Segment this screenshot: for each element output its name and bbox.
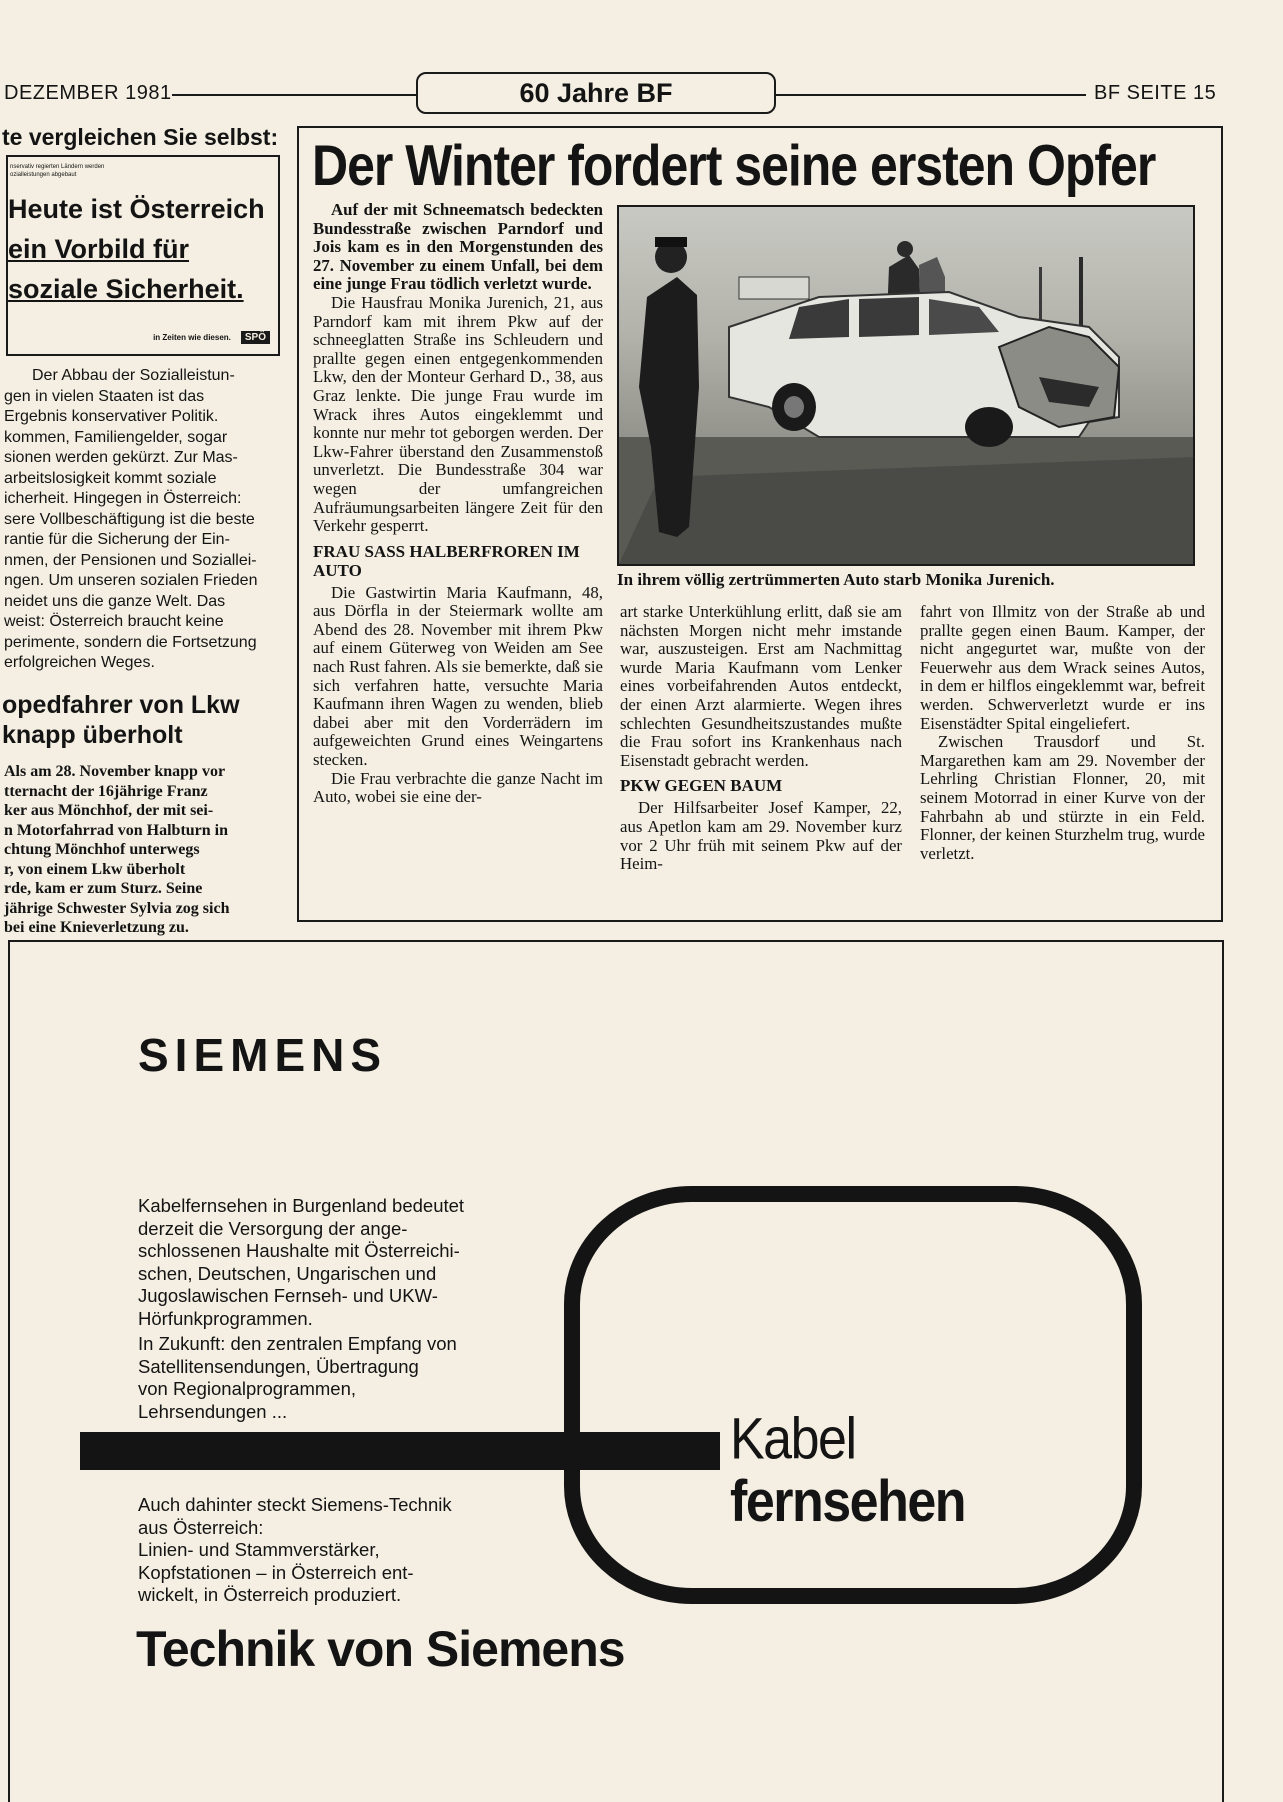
left-ad-heading: te vergleichen Sie selbst: <box>2 124 279 150</box>
article-paragraph: Der Hilfsarbeiter Josef Kamper, 22, aus Apetlon kam am 29. November kurz vor 2 Uhr früh mit seinem Pkw auf der Heim- <box>620 798 902 874</box>
article-headline: Der Winter fordert seine ersten Opfer <box>312 133 1156 198</box>
left-headline-2-line-2: knapp überholt <box>2 721 183 749</box>
ad-small-text-2: ozialleistungen abgebaut <box>10 172 77 178</box>
left-line: rantie für die Sicherung der Ein- <box>4 531 230 548</box>
ad-line: schen, Deutschen, Ungarischen und <box>138 1262 437 1284</box>
wrecked-car-image <box>619 207 1193 564</box>
article-paragraph: Die Gastwirtin Maria Kaufmann, 48, aus Dörfla in der Steiermark wollte am Abend des 28. November mit ihrem Pkw auf einem Güterweg von Weiden am See nach Rust fahren. Als sie bemerkte, daß sie sich verfahren hatte, versuchte Maria Kaufmann ihren Wagen zu wenden, blieb dabei aber mit den Vorderrädern im aufgeweichten Grund eines Weingartens stecken. <box>313 582 603 770</box>
left-line: sere Vollbeschäftigung ist die beste <box>4 510 255 528</box>
article-paragraph: art starke Unterkühlung erlitt, daß sie am nächsten Morgen nicht mehr imstande war, auszusteigen. Erst am Nachmittag wurde Maria Kaufmann vom Lenker eines vorbeifahrenden Autos entdeckt, der einen Arzt alarmierte. Wegen ihres schlechten Gesundheitszustandes mußte die Frau sofort ins Krankenhaus nach Eisenstadt gebracht werden. <box>620 602 902 770</box>
ad-line: derzeit die Versorgung der ange- <box>138 1217 408 1239</box>
left-body-text <box>4 366 276 674</box>
ad-footer-text: in Zeiten wie diesen. <box>153 333 231 342</box>
left-line: nmen, der Pensionen und Soziallei- <box>4 551 257 569</box>
ad-line: Auch dahinter steckt Siemens-Technik <box>138 1494 452 1515</box>
ad-line: Linien- und Stammverstärker, <box>138 1539 380 1560</box>
left-line: ngen. Um unseren sozialen Frieden <box>4 572 258 589</box>
crash-photo <box>617 205 1195 566</box>
ad-big-line-1: Heute ist Österreich <box>8 194 265 224</box>
left-headline-2-line-1: opedfahrer von Lkw <box>2 691 240 719</box>
ad-line: von Regionalprogrammen, <box>138 1378 357 1399</box>
siemens-logo: SIEMENS <box>138 1029 388 1081</box>
left-line-2: r, von einem Lkw überholt <box>4 860 186 878</box>
photo-caption: In ihrem völlig zertrümmerten Auto starb Monika Jurenich. <box>617 570 1055 589</box>
left-line: sionen werden gekürzt. Zur Mas- <box>4 449 238 466</box>
article-subheading-1: FRAU SASS HALBERFROREN IM AUTO <box>313 541 580 580</box>
left-headline-2 <box>2 690 282 750</box>
spoe-advertisement <box>6 155 280 356</box>
left-line-2: bei eine Knieverletzung zu. <box>4 919 189 936</box>
ad-paragraph-3 <box>138 1494 538 1607</box>
left-line: kommen, Familiengelder, sogar <box>4 428 228 446</box>
ad-big-line-2: ein Vorbild für <box>8 234 189 264</box>
ad-line: Hörfunkprogrammen. <box>138 1307 313 1329</box>
left-line-2: tternacht der 16jährige Franz <box>4 782 208 800</box>
fernsehen-word: fernsehen <box>730 1469 966 1535</box>
left-line: Ergebnis konservativer Politik. <box>4 408 219 425</box>
anniversary-badge: 60 Jahre BF <box>416 72 776 114</box>
spoe-logo: SPÖ <box>241 331 270 344</box>
article-paragraph: Die Frau verbrachte die ganze Nacht im Auto, wobei sie eine der- <box>313 768 603 807</box>
issue-date: DEZEMBER 1981 <box>4 82 172 104</box>
ad-line: wickelt, in Österreich produziert. <box>138 1584 402 1605</box>
left-line: perimente, sondern die Fortsetzung <box>4 633 257 651</box>
ad-line: Satellitensendungen, Übertragung <box>138 1355 419 1377</box>
kabel-word: Kabel <box>730 1406 856 1472</box>
left-body-text-2 <box>4 762 280 938</box>
ad-big-line-3: soziale Sicherheit. <box>8 274 244 304</box>
article-subheading-2: PKW GEGEN BAUM <box>620 776 783 796</box>
article-column-2 <box>620 603 902 874</box>
ad-small-text-1: nservativ regierten Ländern werden <box>10 164 105 170</box>
ad-line: Kabelfernsehen in Burgenland bedeutet <box>138 1195 465 1216</box>
article-column-1 <box>313 201 603 807</box>
ad-line: schlossenen Haushalte mit Österreichi- <box>138 1240 460 1261</box>
page-number: BF SEITE 15 <box>1094 82 1217 104</box>
left-line: erfolgreichen Weges. <box>4 654 155 671</box>
left-line-2: Als am 28. November knapp vor <box>4 763 226 780</box>
left-line: icherheit. Hingegen in Österreich: <box>4 490 242 507</box>
article-paragraph: Zwischen Trausdorf und St. Margarethen kam am 29. November der Lehrling Christian Flonner, 20, mit seinem Motorrad in einer Kurve von der Fahrbahn ab und stürzte in ein Feld. Flonner, der keinen Sturzhelm trug, wurde verletzt. <box>920 732 1206 863</box>
ad-line: In Zukunft: den zentralen Empfang von <box>138 1333 457 1354</box>
left-line-2: ker aus Mönchhof, der mit sei- <box>4 802 214 819</box>
header-rule-right <box>774 94 1086 96</box>
left-line-2: n Motorfahrrad von Halbturn in <box>4 821 229 839</box>
ad-line: Jugoslawischen Fernseh- und UKW- <box>138 1285 438 1306</box>
article-paragraph: Die Hausfrau Monika Jurenich, 21, aus Parndorf kam mit ihrem Pkw auf der schneeglatten Straße ins Schleudern und prallte gegen einen entgegenkommenden Lkw, den der Monteur Gerhard D., 38, aus Graz lenkte. Die junge Frau wurde im Wrack ihres Autos eingeklemmt und konnte nur mehr tot geborgen werden. Der Lkw-Fahrer überstand den Zusammenstoß unverletzt. Die Bundesstraße 304 war wegen der umfangreichen Aufräumungsarbeiten längere Zeit für den Verkehr gesperrt. <box>313 292 603 536</box>
ad-slogan: Technik von Siemens <box>136 1621 625 1677</box>
ad-line: Kopfstationen – in Österreich ent- <box>138 1561 414 1583</box>
ad-line: Lehrsendungen ... <box>138 1400 288 1422</box>
left-line: weist: Österreich braucht keine <box>4 613 224 630</box>
left-line-2: chtung Mönchhof unterwegs <box>4 841 200 858</box>
kabelfernsehen-title <box>730 1408 965 1533</box>
article-lead: Auf der mit Schneematsch bedeckten Bundesstraße zwischen Parndorf und Jois kam es in den Morgenstunden des 27. November zu einem Unfall, bei dem eine junge Frau tödlich verletzt wurde. <box>313 200 603 294</box>
left-line-2: jährige Schwester Sylvia zog sich <box>4 899 230 917</box>
left-line: neidet uns die ganze Welt. Das <box>4 592 226 610</box>
left-line: arbeitslosigkeit kommt soziale <box>4 469 217 487</box>
left-line: gen in vielen Staaten ist das <box>4 387 205 405</box>
header-rule-left <box>172 94 416 96</box>
article-column-3 <box>920 603 1205 863</box>
left-line-2: rde, kam er zum Sturz. Seine <box>4 880 203 897</box>
ad-line: aus Österreich: <box>138 1516 264 1538</box>
left-line: Der Abbau der Sozialleistun- <box>32 367 235 384</box>
article-paragraph: fahrt von Illmitz von der Straße ab und prallte gegen einen Baum. Kamper, der nicht angegurtet war, mußte von der Feuerwehr aus dem Wrack seines Autos, in dem er hilflos eingeklemmt war, befreit werden. Schwerverletzt wurde er ins Eisenstädter Spital eingeliefert. <box>920 602 1205 733</box>
